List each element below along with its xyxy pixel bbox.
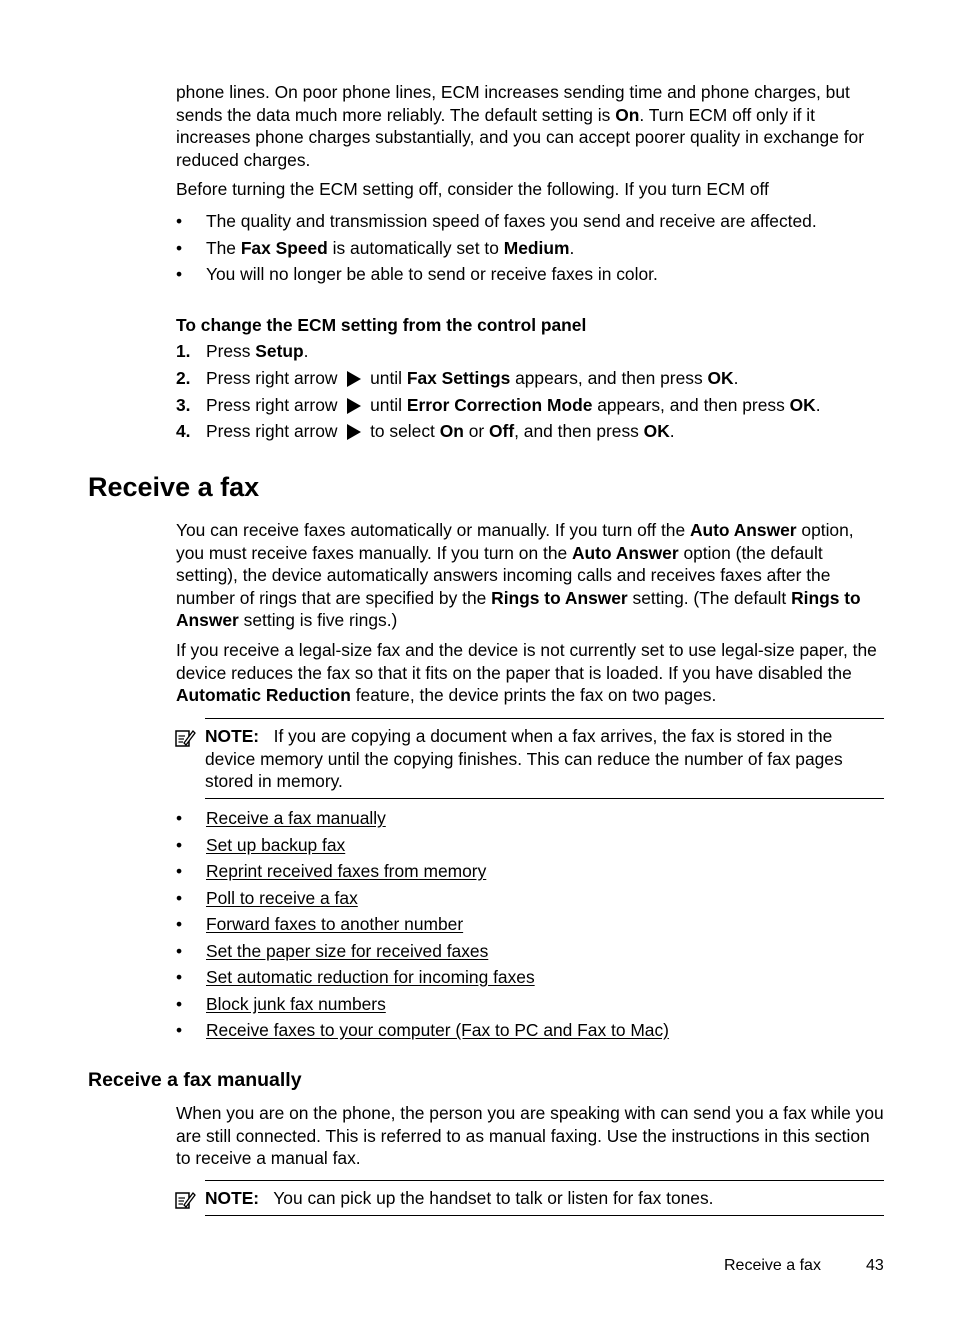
step-item: 4. Press right arrow to select On or Off, and then press OK. (176, 421, 675, 442)
intro-paragraph-2: Before turning the ECM setting off, consider the following. If you turn ECM off (176, 179, 769, 199)
intro-paragraph: phone lines. On poor phone lines, ECM increases sending time and phone charges, but sends the data much more reliably. The default setting is On. Turn ECM off only if it increases phone charges substantially, and you can accept poorer quality in exchange for reduced charges. (176, 82, 864, 170)
note-box-2 (205, 1180, 884, 1216)
ecm-consequences-list (176, 210, 896, 290)
list-item: • You will no longer be able to send or receive faxes in color. (176, 264, 658, 284)
note-label: NOTE: (205, 726, 260, 746)
link-receive-fax-manually[interactable]: Receive a fax manually (206, 808, 386, 828)
section-paragraph-2: If you receive a legal-size fax and the device is not currently set to use legal-size paper, the device reduces the fax so that it fits on the paper that is loaded. If you have disabled the Automatic Reduction feature, the device prints the fax on two pages. (176, 640, 877, 706)
note-box (205, 718, 884, 799)
bullet-icon: • (176, 808, 183, 828)
note-icon (174, 727, 196, 749)
step-item: 2. Press right arrow until Fax Settings appears, and then press OK. (176, 367, 739, 388)
list-item: • The Fax Speed is automatically set to Medium. (176, 237, 575, 258)
bullet-icon: • (176, 940, 183, 961)
note-text: If you are copying a document when a fax arrives, the fax is stored in the device memory until the copying finishes. This can reduce the number of fax pages stored in memory. (205, 726, 843, 792)
list-item (176, 807, 896, 834)
footer-page-number: 43 (866, 1257, 884, 1274)
list-item (176, 993, 896, 1020)
bullet-icon: • (176, 967, 183, 987)
link-forward-faxes[interactable]: Forward faxes to another number (206, 914, 464, 934)
procedure-steps (176, 340, 896, 447)
list-item: • The quality and transmission speed of faxes you send and receive are affected. (176, 211, 817, 231)
bullet-icon: • (176, 264, 183, 284)
bullet-icon: • (176, 914, 183, 934)
procedure-heading: To change the ECM setting from the control panel (176, 315, 587, 335)
right-arrow-icon (347, 424, 361, 440)
list-item (176, 1019, 896, 1046)
bullet-icon: • (176, 834, 183, 855)
note-label: NOTE: (205, 1188, 260, 1208)
list-item (176, 887, 896, 914)
list-item (176, 940, 896, 967)
step-item: 3. Press right arrow until Error Correction Mode appears, and then press OK. (176, 394, 821, 415)
note-icon (174, 1189, 196, 1211)
note-text: You can pick up the handset to talk or listen for fax tones. (273, 1188, 714, 1208)
bullet-icon: • (176, 993, 183, 1014)
list-item (176, 966, 896, 993)
link-poll-to-receive[interactable]: Poll to receive a fax (206, 887, 358, 908)
list-item (176, 834, 896, 861)
link-reprint-received-faxes[interactable]: Reprint received faxes from memory (206, 861, 487, 881)
step-item: 1. Press Setup. (176, 341, 309, 361)
section-paragraph-1: You can receive faxes automatically or manually. If you turn off the Auto Answer option, you must receive faxes manually. If you turn on the Auto Answer option (the default setting), the device automatically answers incoming calls and receives faxes after the number of rings that are specified by the Rings to Answer setting. (The default Rings to Answer setting is five rings.) (176, 520, 861, 631)
bullet-icon: • (176, 237, 183, 258)
subsection-paragraph: When you are on the phone, the person you are speaking with can send you a fax while you are still connected. This is referred to as manual faxing. Use the instructions in this section to receive a manual fax. (176, 1103, 884, 1169)
section-title: Receive a fax (88, 472, 260, 502)
link-set-up-backup-fax[interactable]: Set up backup fax (206, 834, 346, 855)
list-item (176, 913, 896, 940)
bullet-icon: • (176, 887, 183, 908)
link-block-junk-fax[interactable]: Block junk fax numbers (206, 993, 386, 1014)
bullet-icon: • (176, 211, 183, 231)
footer-section-name: Receive a fax (724, 1257, 821, 1274)
list-item (176, 860, 896, 887)
related-links-list (176, 807, 896, 1046)
link-set-paper-size[interactable]: Set the paper size for received faxes (206, 940, 489, 961)
right-arrow-icon (347, 371, 361, 387)
bullet-icon: • (176, 1020, 183, 1040)
link-receive-to-computer[interactable]: Receive faxes to your computer (Fax to PC and Fax to Mac) (206, 1020, 669, 1040)
right-arrow-icon (347, 398, 361, 414)
bullet-icon: • (176, 861, 183, 881)
subsection-title: Receive a fax manually (88, 1069, 302, 1091)
link-automatic-reduction[interactable]: Set automatic reduction for incoming faxes (206, 967, 535, 987)
